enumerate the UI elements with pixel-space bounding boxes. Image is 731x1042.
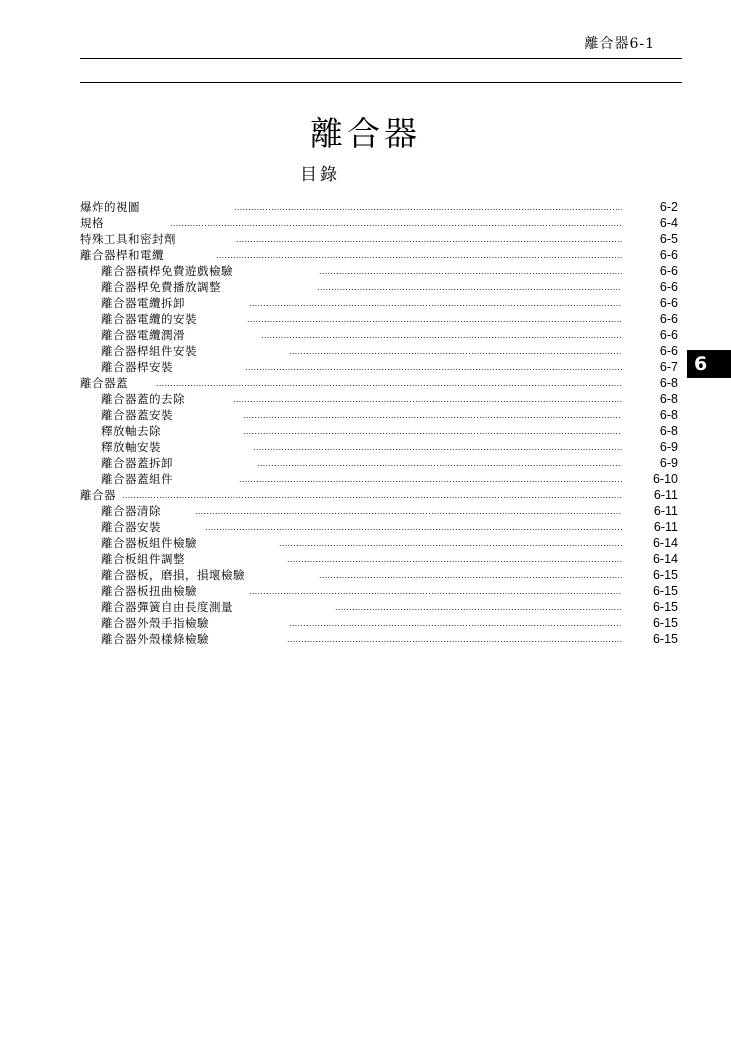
running-head: 離合器6-1 — [584, 36, 655, 52]
toc-dot-leader — [289, 617, 622, 631]
toc-dot-leader — [317, 281, 622, 295]
toc-entry[interactable] — [80, 407, 678, 423]
toc-dot-leader — [249, 585, 622, 599]
toc-entry[interactable] — [80, 535, 678, 551]
toc-entry-page: 6-7 — [659, 360, 678, 374]
toc-entry-label: 離合器外殼樣條檢驗 — [101, 632, 209, 646]
toc-entry-label: 離合器清除 — [101, 504, 161, 518]
toc-dot-leader — [156, 377, 622, 391]
toc-dot-leader — [245, 361, 622, 375]
toc-entry-page: 6-8 — [659, 376, 678, 390]
toc-entry-label: 規格 — [80, 216, 104, 230]
toc-entry-label: 離合器 — [80, 488, 116, 502]
header-rule — [80, 58, 682, 59]
toc-entry-label: 離合器蓋 — [80, 376, 128, 390]
toc-entry-label: 離合器積桿免費遊戲檢驗 — [101, 264, 233, 278]
toc-entry-page: 6-11 — [653, 520, 678, 534]
toc-entry[interactable] — [80, 439, 678, 455]
toc-entry-page: 6-6 — [659, 264, 678, 278]
toc-entry-page: 6-14 — [652, 552, 678, 566]
header-rule-lower — [80, 82, 682, 83]
chapter-title: 離合器 — [310, 114, 421, 153]
toc-entry-page: 6-14 — [652, 536, 678, 550]
toc-entry-label: 離合器安裝 — [101, 520, 161, 534]
toc-entry[interactable] — [80, 615, 678, 631]
toc-entry[interactable] — [80, 551, 678, 567]
toc-entry-page: 6-15 — [652, 568, 678, 582]
toc-dot-leader — [234, 201, 622, 215]
toc-entry-label: 離合器板組件檢驗 — [101, 536, 197, 550]
toc-entry-label: 離合器蓋拆卸 — [101, 456, 173, 470]
toc-dot-leader — [122, 489, 622, 503]
toc-entry-page: 6-9 — [659, 456, 678, 470]
toc-entry[interactable] — [80, 295, 678, 311]
toc-entry[interactable] — [80, 311, 678, 327]
chapter-tab: 6 — [687, 350, 731, 378]
toc-entry[interactable] — [80, 231, 678, 247]
toc-entry[interactable] — [80, 215, 678, 231]
toc-dot-leader — [319, 569, 622, 583]
toc-dot-leader — [195, 505, 622, 519]
toc-entry-label: 離合器桿安裝 — [101, 360, 173, 374]
toc-entry[interactable] — [80, 359, 678, 375]
toc-entry[interactable] — [80, 455, 678, 471]
toc-entry-page: 6-5 — [659, 232, 678, 246]
toc-entry[interactable] — [80, 599, 678, 615]
toc-dot-leader — [205, 521, 622, 535]
toc-entry[interactable] — [80, 519, 678, 535]
toc-entry-label: 特殊工具和密封劑 — [80, 232, 176, 246]
toc-dot-leader — [247, 313, 622, 327]
toc-entry-label: 離合器桿組件安裝 — [101, 344, 197, 358]
toc-entry-page: 6-6 — [659, 344, 678, 358]
toc-entry-label: 釋放軸安裝 — [101, 440, 161, 454]
toc-entry-page: 6-8 — [659, 408, 678, 422]
toc-entry-page: 6-8 — [659, 424, 678, 438]
toc-entry-label: 離合器彈簧自由長度測量 — [101, 600, 233, 614]
toc-entry-label: 離合器蓋安裝 — [101, 408, 173, 422]
toc-entry[interactable] — [80, 471, 678, 487]
toc-entry[interactable] — [80, 343, 678, 359]
toc-entry-page: 6-15 — [652, 584, 678, 598]
toc-dot-leader — [170, 217, 622, 231]
toc-entry-label: 離合器桿和電纜 — [80, 248, 164, 262]
toc-entry-label: 離合器板，磨損，損壞檢驗 — [101, 568, 245, 582]
toc-dot-leader — [243, 425, 622, 439]
toc-entry-page: 6-9 — [659, 440, 678, 454]
toc-entry-label: 離合器蓋組件 — [101, 472, 173, 486]
toc-dot-leader — [236, 233, 622, 247]
toc-dot-leader — [261, 329, 622, 343]
toc-dot-leader — [319, 265, 622, 279]
toc-dot-leader — [216, 249, 622, 263]
toc-entry[interactable] — [80, 567, 678, 583]
table-of-contents — [80, 199, 678, 647]
toc-entry[interactable] — [80, 631, 678, 647]
toc-entry-page: 6-6 — [659, 296, 678, 310]
toc-entry[interactable] — [80, 503, 678, 519]
toc-entry[interactable] — [80, 263, 678, 279]
toc-entry-page: 6-15 — [652, 600, 678, 614]
toc-entry-page: 6-11 — [653, 504, 678, 518]
toc-dot-leader — [257, 457, 622, 471]
toc-entry[interactable] — [80, 583, 678, 599]
toc-entry-page: 6-4 — [659, 216, 678, 230]
toc-entry-label: 離合器外殼手指檢驗 — [101, 616, 209, 630]
toc-entry-label: 離合器電纜的安裝 — [101, 312, 197, 326]
toc-entry-page: 6-15 — [652, 616, 678, 630]
toc-entry-label: 離合器電纜拆卸 — [101, 296, 185, 310]
toc-entry-page: 6-8 — [659, 392, 678, 406]
toc-entry-page: 6-6 — [659, 280, 678, 294]
toc-dot-leader — [233, 393, 622, 407]
toc-dot-leader — [335, 601, 622, 615]
toc-entry-label: 離合器蓋的去除 — [101, 392, 185, 406]
toc-entry-label: 離合器桿免費播放調整 — [101, 280, 221, 294]
toc-entry-page: 6-2 — [659, 200, 678, 214]
toc-entry-label: 釋放軸去除 — [101, 424, 161, 438]
toc-entry[interactable] — [80, 279, 678, 295]
toc-dot-leader — [279, 537, 622, 551]
toc-entry-label: 離合板組件調整 — [101, 552, 185, 566]
toc-heading: 目錄 — [300, 165, 340, 185]
toc-entry[interactable] — [80, 199, 678, 215]
toc-entry[interactable] — [80, 487, 678, 503]
toc-dot-leader — [239, 473, 622, 487]
toc-entry-page: 6-10 — [652, 472, 678, 486]
toc-entry-page: 6-15 — [652, 632, 678, 646]
toc-entry[interactable] — [80, 391, 678, 407]
toc-entry[interactable] — [80, 247, 678, 263]
toc-entry-page: 6-6 — [659, 248, 678, 262]
toc-dot-leader — [287, 553, 622, 567]
toc-entry-page: 6-6 — [659, 312, 678, 326]
toc-entry-label: 離合器板扭曲檢驗 — [101, 584, 197, 598]
toc-entry[interactable] — [80, 423, 678, 439]
toc-entry-page: 6-6 — [659, 328, 678, 342]
toc-entry-page: 6-11 — [653, 488, 678, 502]
toc-dot-leader — [249, 297, 622, 311]
toc-entry-label: 爆炸的視圖 — [80, 200, 140, 214]
toc-dot-leader — [287, 633, 622, 647]
toc-dot-leader — [243, 409, 622, 423]
toc-dot-leader — [253, 441, 622, 455]
toc-dot-leader — [289, 345, 622, 359]
toc-entry-label: 離合器電纜潤滑 — [101, 328, 185, 342]
toc-entry[interactable] — [80, 327, 678, 343]
toc-entry[interactable] — [80, 375, 678, 391]
